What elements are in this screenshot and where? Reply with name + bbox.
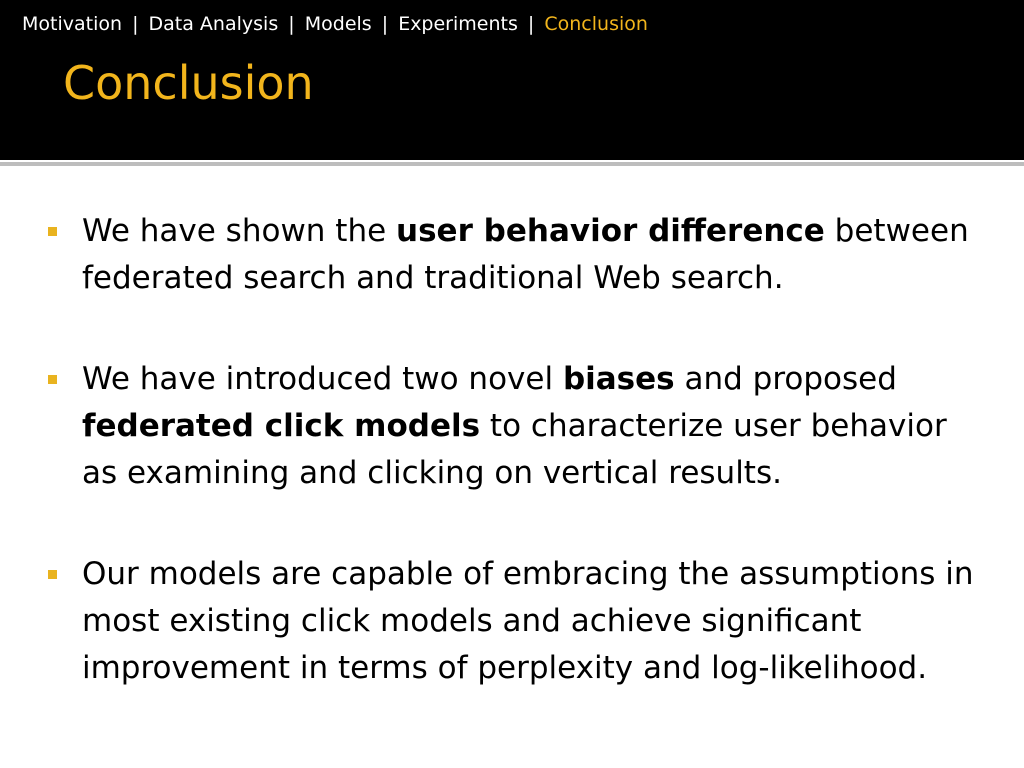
bullet-item — [45, 208, 985, 302]
emphasis-text: biases — [562, 361, 675, 397]
header-divider — [0, 162, 1024, 166]
nav-separator: | — [527, 13, 535, 35]
slide-header — [0, 0, 1024, 160]
nav-item-motivation[interactable]: Motivation — [22, 13, 123, 35]
nav-separator: | — [132, 13, 139, 35]
square-bullet-icon — [48, 375, 57, 384]
slide-title: Conclusion — [63, 56, 314, 110]
nav-item-conclusion[interactable]: Conclusion — [544, 13, 648, 35]
emphasis-text: user behavior difference — [396, 213, 825, 249]
nav-item-data-analysis[interactable]: Data Analysis — [148, 13, 279, 35]
nav-item-models[interactable]: Models — [304, 13, 372, 35]
bullet-text: We have shown the user behavior difference between federated search and traditional Web search. — [82, 213, 969, 296]
bullet-item — [45, 551, 985, 692]
square-bullet-icon — [48, 570, 57, 579]
square-bullet-icon — [48, 227, 57, 236]
section-nav — [22, 13, 648, 35]
bullet-text: Our models are capable of embracing the assumptions in most existing click models and achieve significant improvement in terms of perplexity and log-likelihood. — [82, 556, 974, 686]
bullet-text: We have introduced two novel biases and proposed federated click models to characterize user behavior as examining and clicking on vertical results. — [82, 361, 947, 491]
nav-separator: | — [288, 13, 295, 35]
bullet-list — [45, 208, 985, 692]
emphasis-text: federated click models — [82, 408, 481, 444]
nav-separator: | — [381, 13, 389, 35]
bullet-item — [45, 356, 985, 497]
nav-item-experiments[interactable]: Experiments — [398, 13, 518, 35]
